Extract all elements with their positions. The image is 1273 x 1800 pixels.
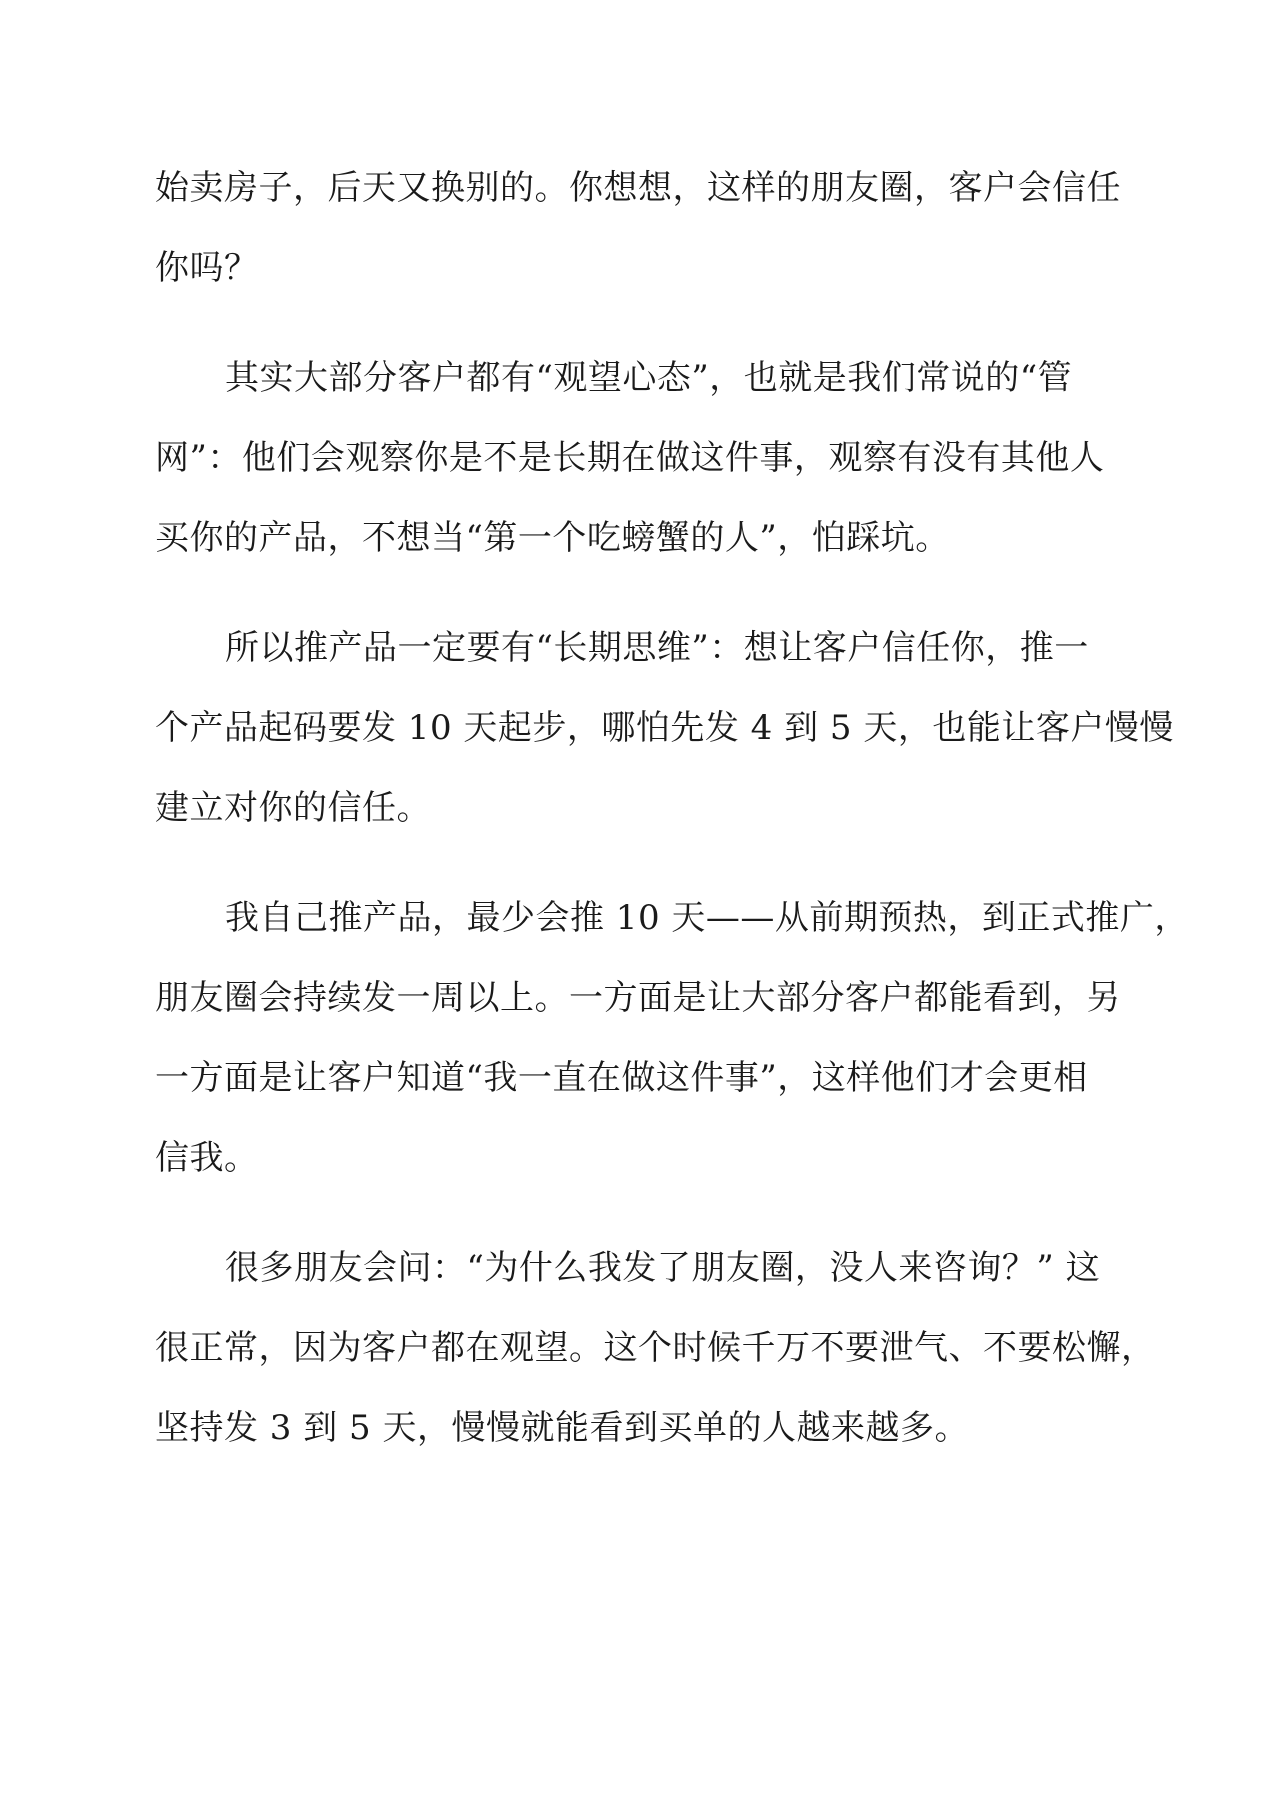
- paragraph-3-line-3: 建立对你的信任。: [155, 788, 431, 828]
- paragraph-4-line-2: 朋友圈会持续发一周以上。一方面是让大部分客户都能看到，另: [155, 978, 1121, 1018]
- paragraph-1-line-2: 你吗？: [155, 248, 259, 288]
- paragraph-4-line-1: 我自己推产品，最少会推 10 天——从前期预热，到正式推广，: [225, 898, 1189, 938]
- paragraph-1-line-1: 始卖房子，后天又换别的。你想想，这样的朋友圈，客户会信任: [155, 168, 1121, 208]
- paragraph-4-line-4: 信我。: [155, 1138, 259, 1178]
- paragraph-2-line-2: 网”：他们会观察你是不是长期在做这件事，观察有没有其他人: [155, 438, 1105, 478]
- paragraph-2-line-3: 买你的产品，不想当“第一个吃螃蟹的人”，怕踩坑。: [155, 518, 950, 558]
- paragraph-5-line-1: 很多朋友会问：“为什么我发了朋友圈，没人来咨询？” 这: [225, 1248, 1101, 1288]
- paragraph-4-line-3: 一方面是让客户知道“我一直在做这件事”，这样他们才会更相: [155, 1058, 1088, 1098]
- paragraph-5-line-2: 很正常，因为客户都在观望。这个时候千万不要泄气、不要松懈，: [155, 1328, 1156, 1368]
- paragraph-3-line-2: 个产品起码要发 10 天起步，哪怕先发 4 到 5 天，也能让客户慢慢: [155, 708, 1174, 748]
- paragraph-5-line-3: 坚持发 3 到 5 天，慢慢就能看到买单的人越来越多。: [155, 1408, 969, 1448]
- paragraph-2-line-1: 其实大部分客户都有“观望心态”，也就是我们常说的“管: [225, 358, 1073, 398]
- paragraph-3-line-1: 所以推产品一定要有“长期思维”：想让客户信任你，推一: [225, 628, 1089, 668]
